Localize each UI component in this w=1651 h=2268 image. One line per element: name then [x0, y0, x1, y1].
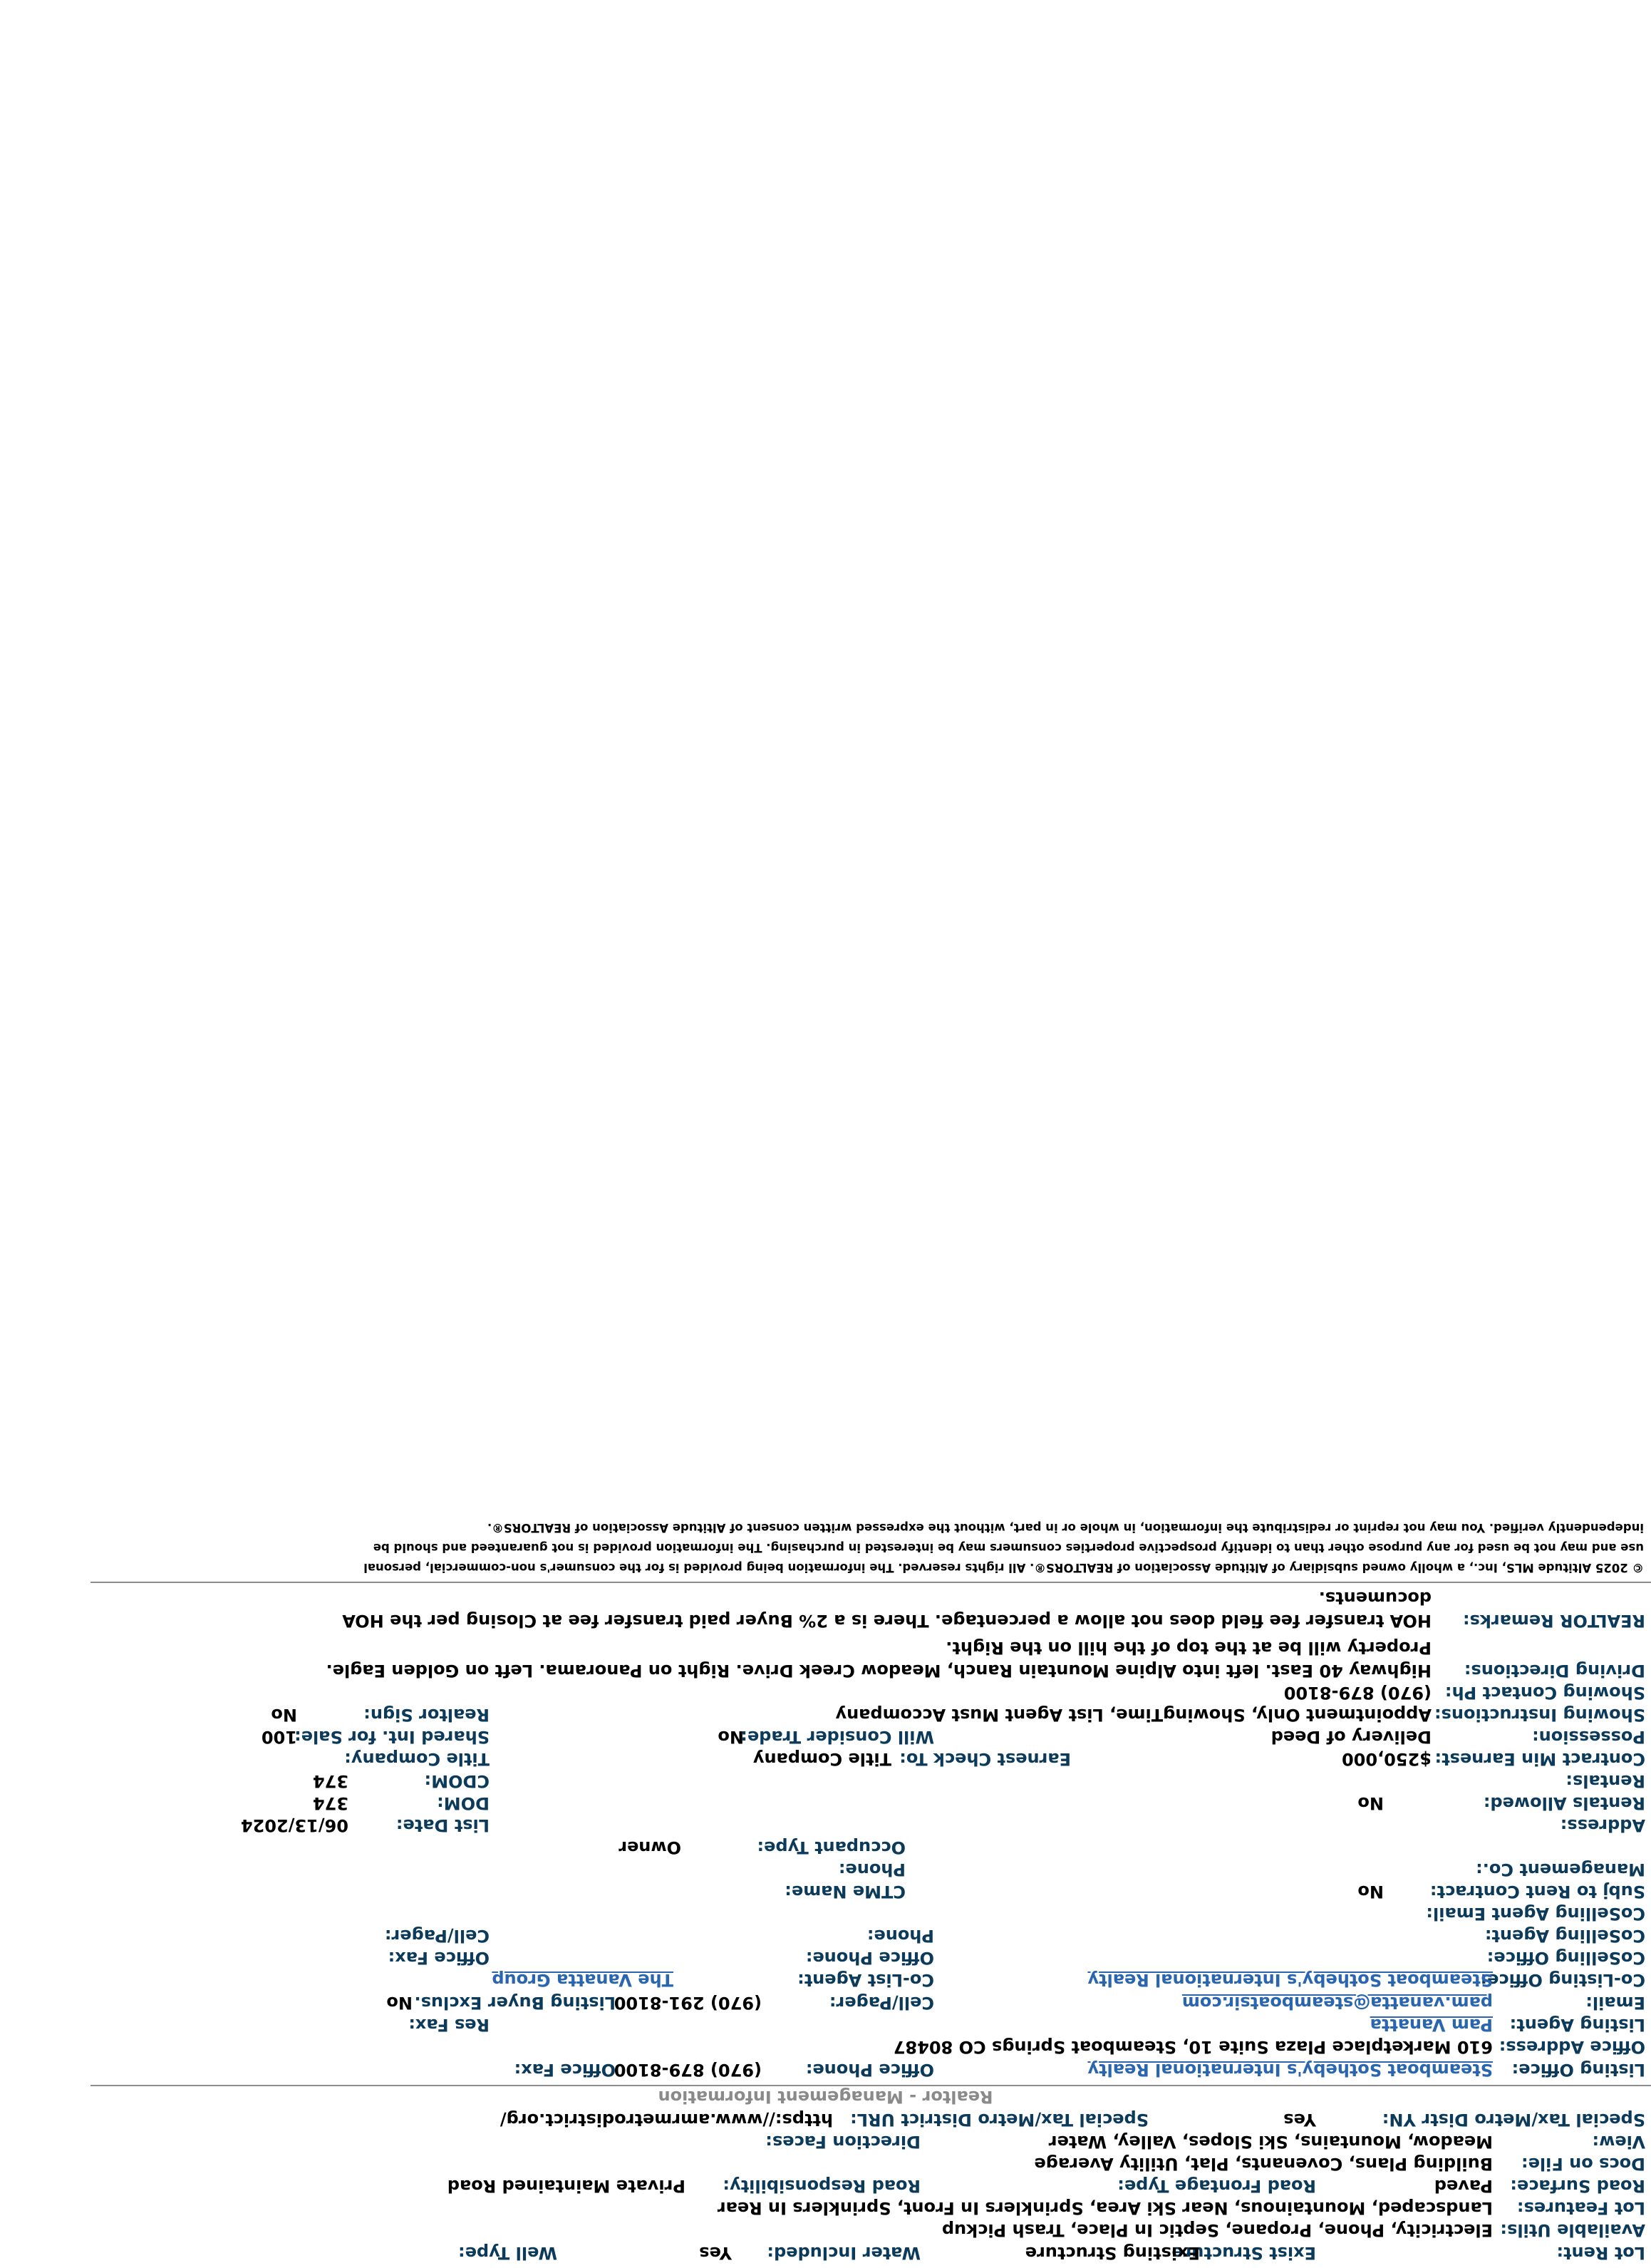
remarks-line: documents.	[1318, 1588, 1432, 1608]
available-utils-row	[0, 2219, 1651, 2242]
showing-instructions-row	[0, 1703, 1651, 1726]
view-row	[0, 2130, 1651, 2153]
colist-agent-link[interactable]: The Vanatta Group	[492, 1970, 673, 1990]
colisting-office-link[interactable]: Steamboat Sotheby's International Realty	[1087, 1970, 1493, 1990]
office-address-label: Office Address:	[1499, 2037, 1645, 2057]
driving-line: Property will be at the top of the hill on the Right.	[946, 1638, 1432, 1658]
footer-line: use and may not be used for any purpose other than to identify prospective properties consumers may be interested in purchasing. The information provided is not guaranteed and should be	[373, 1541, 1644, 1555]
res-fax-label: Res Fax:	[408, 2015, 490, 2035]
ctme-name-label: CTMe Name:	[785, 1882, 906, 1902]
occupant-row	[0, 1836, 1651, 1859]
coselling-email-label: CoSelling Agent Email:	[1426, 1904, 1645, 1924]
special-tax-row	[0, 2108, 1651, 2131]
consider-trade-label: Will Consider Trade:	[740, 1727, 934, 1747]
management-row	[0, 1858, 1651, 1881]
view-label: View:	[1592, 2132, 1645, 2152]
colisting-office-label: Co-Listing Office:	[1480, 1970, 1645, 1990]
special-tax-url-value: https://www.amrmetrodistrict.org/	[500, 2110, 833, 2130]
dom-value: 374	[312, 1793, 348, 1813]
rentals-label: Rentals:	[1565, 1771, 1645, 1791]
rentals-allowed-value: No	[1357, 1793, 1384, 1813]
listing-agent-label: Listing Agent:	[1509, 2015, 1645, 2035]
email-row	[0, 1991, 1651, 2014]
footer-divider	[90, 1582, 1651, 1583]
list-date-label: List Date:	[395, 1815, 490, 1835]
rentals-allowed-row	[0, 1792, 1651, 1815]
lot-rent-row	[0, 2242, 1651, 2264]
showing-instructions-label: Showing Instructions:	[1434, 1705, 1645, 1725]
section-title: Realtor - Management Information	[658, 2087, 993, 2107]
office-phone-label: Office Phone:	[805, 2060, 934, 2080]
exist-structure-value: Existing Structure	[1025, 2243, 1200, 2263]
footer-line: independently verified. You may not reprint or redistribute the information, in whole or in part, without the expressed written consent of Altitude Association of REALTORS®.	[487, 1521, 1644, 1535]
coselling-email-row	[0, 1902, 1651, 1925]
available-utils-label: Available Utils:	[1500, 2220, 1645, 2240]
lot-features-label: Lot Features:	[1516, 2198, 1645, 2218]
showing-contact-value: (970) 879-8100	[1283, 1683, 1432, 1703]
listing-agent-row	[0, 2014, 1651, 2036]
office-fax-label: Office Fax:	[514, 2060, 616, 2080]
road-responsibility-label: Road Responsibility:	[723, 2176, 921, 2196]
listing-office-row	[0, 2058, 1651, 2081]
lot-features-row	[0, 2197, 1651, 2220]
rentals-allowed-label: Rentals Allowed:	[1483, 1793, 1645, 1813]
lot-features-value: Landscaped, Mountainous, Near Ski Area, Sprinklers In Front, Sprinklers In Rear	[717, 2198, 1493, 2218]
copyright-footer	[5, 1517, 1644, 1577]
address-label: Address:	[1560, 1815, 1645, 1835]
listing-buyer-label: Listing Buyer Exclus.	[414, 1993, 616, 2013]
occupant-type-value: Owner	[619, 1837, 681, 1857]
coselling-agent-label: CoSelling Agent:	[1484, 1926, 1645, 1946]
showing-contact-label: Showing Contact Ph:	[1444, 1683, 1645, 1703]
docs-on-file-label: Docs on File:	[1521, 2154, 1645, 2174]
special-tax-yn-value: Yes	[1283, 2110, 1316, 2130]
management-co-label: Management Co.:	[1476, 1860, 1645, 1880]
cdom-value: 374	[312, 1771, 348, 1791]
dom-label: DOM:	[437, 1793, 490, 1813]
realtor-sign-label: Realtor Sign:	[363, 1705, 490, 1725]
consider-trade-value: No	[718, 1727, 744, 1747]
email-label: Email:	[1585, 1993, 1645, 2013]
driving-directions-text	[14, 1636, 1432, 1682]
rentals-row	[0, 1770, 1651, 1793]
colist-agent-label: Co-List Agent:	[797, 1970, 934, 1990]
office-phone-value: (970) 879-8100	[614, 2060, 762, 2080]
coselling-office-row	[0, 1947, 1651, 1969]
contract-min-label: Contract Min Earnest:	[1434, 1749, 1645, 1769]
coselling-agent-row	[0, 1924, 1651, 1947]
water-included-label: Water Included:	[767, 2243, 921, 2263]
cdom-label: CDOM:	[424, 1771, 490, 1791]
road-frontage-label: Road Frontage Type:	[1117, 2176, 1316, 2196]
showing-instructions-value: Appointment Only, ShowingTime, List Agent Must Accompany	[835, 1705, 1432, 1725]
listing-buyer-value: No	[386, 1993, 413, 2013]
realtor-remarks-label: REALTOR Remarks:	[1462, 1611, 1645, 1631]
office-address-value: 610 Marketplace Plaza Suite 10, Steamboat Springs CO 80487	[893, 2037, 1493, 2057]
view-value: Meadow, Mountains, Ski Slopes, Valley, Water	[1048, 2132, 1493, 2152]
earnest-check-value: Title Company	[752, 1749, 891, 1769]
title-company-label: Title Company:	[344, 1749, 490, 1769]
road-surface-value: Paved	[1434, 2176, 1493, 2196]
special-tax-yn-label: Special Tax/Metro Distr YN:	[1382, 2110, 1645, 2130]
listing-agent-link[interactable]: Pam Vanatta	[1370, 2015, 1493, 2035]
available-utils-value: Electricity, Phone, Propane, Septic In Place, Trash Pickup	[941, 2220, 1493, 2240]
realtor-sign-value: No	[271, 1705, 297, 1725]
contract-row	[0, 1748, 1651, 1770]
earnest-check-label: Earnest Check To:	[899, 1749, 1071, 1769]
docs-on-file-value: Building Plans, Covenants, Plat, Utility Average	[1034, 2154, 1493, 2174]
water-included-value: Yes	[699, 2243, 732, 2263]
possession-value: Delivery of Deed	[1270, 1727, 1432, 1747]
colisting-row	[0, 1969, 1651, 1991]
realtor-remarks-text	[14, 1587, 1432, 1632]
subj-rent-row	[0, 1880, 1651, 1903]
road-responsibility-value: Private Maintained Road	[447, 2176, 685, 2196]
driving-directions-label: Driving Directions:	[1464, 1661, 1645, 1681]
subj-rent-value: No	[1357, 1882, 1384, 1902]
shared-int-value: 100	[261, 1727, 297, 1747]
remarks-line: HOA transfer fee field does not allow a percentage. There is a 2% Buyer paid transfer fee at Closing per the HOA	[342, 1611, 1432, 1631]
showing-contact-row	[0, 1681, 1651, 1704]
special-tax-url-label: Special Tax/Metro District URL:	[850, 2110, 1149, 2130]
cell-pager-value: (970) 291-8100	[614, 1993, 762, 2013]
cell-pager-label: Cell/Pager:	[829, 1993, 934, 2013]
listing-office-link[interactable]: Steamboat Sotheby's International Realty	[1087, 2060, 1493, 2080]
office-address-row	[0, 2036, 1651, 2058]
docs-row	[0, 2153, 1651, 2175]
list-date-value: 06/13/2024	[240, 1815, 348, 1835]
road-row	[0, 2175, 1651, 2197]
section-divider	[90, 2085, 1651, 2086]
driving-line: Highway 40 East. left into Alpine Mountain Ranch, Meadow Creek Drive. Right on Panorama. Left on Golden Eagle.	[326, 1661, 1432, 1681]
well-type-label: Well Type:	[458, 2243, 557, 2263]
possession-label: Possession:	[1532, 1727, 1645, 1747]
footer-line: © 2025 Altitude MLS, Inc., a wholly owned subsidiary of Altitude Association of REALTORS®. All rights reserved. The information being provided is for the consumer's non-commercial, personal	[363, 1561, 1644, 1574]
management-phone-label: Phone:	[838, 1860, 906, 1880]
lot-rent-label: Lot Rent:	[1556, 2243, 1645, 2263]
occupant-type-label: Occupant Type:	[757, 1837, 906, 1857]
contract-min-value: $250,000	[1341, 1749, 1432, 1769]
possession-row	[0, 1726, 1651, 1748]
coselling-office-fax-label: Office Fax:	[388, 1948, 490, 1968]
subj-rent-label: Subj to Rent Contract:	[1429, 1882, 1645, 1902]
exist-structure-label: Exist Structure	[1171, 2243, 1316, 2263]
email-link[interactable]: pam.vanatta@steamboatsir.com	[1181, 1993, 1493, 2013]
shared-int-label: Shared Int. for Sale:	[294, 1727, 490, 1747]
listing-office-label: Listing Office:	[1511, 2060, 1645, 2080]
address-row	[0, 1814, 1651, 1837]
coselling-office-phone-label: Office Phone:	[805, 1948, 934, 1968]
road-surface-label: Road Surface:	[1510, 2176, 1645, 2196]
coselling-office-label: CoSelling Office:	[1486, 1948, 1645, 1968]
direction-faces-label: Direction Faces:	[765, 2132, 921, 2152]
coselling-phone-label: Phone:	[866, 1926, 934, 1946]
coselling-cell-label: Cell/Pager:	[384, 1926, 490, 1946]
